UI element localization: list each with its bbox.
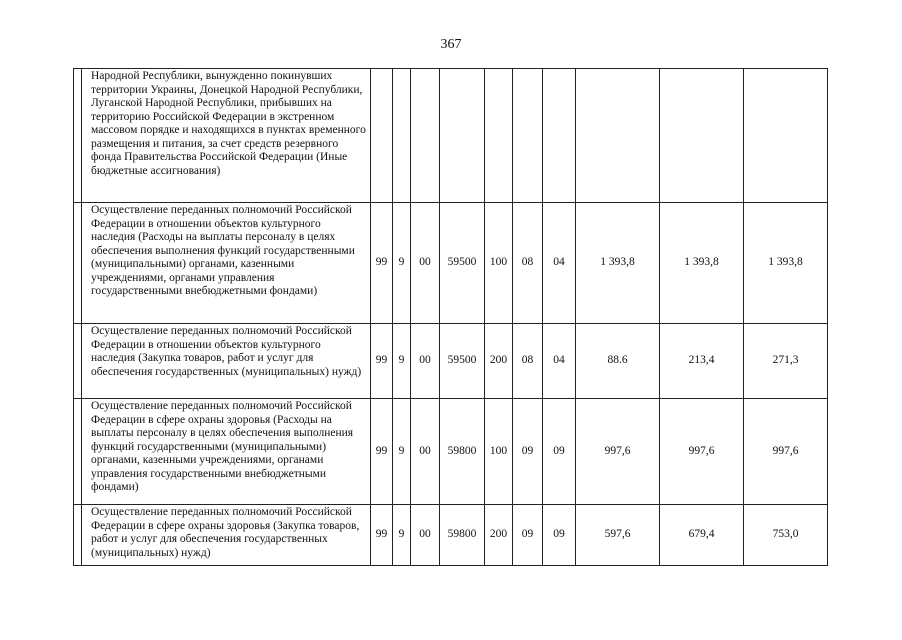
row-number-cell xyxy=(74,399,82,505)
expense-type-code xyxy=(485,69,513,203)
subprogram-code: 9 xyxy=(393,399,411,505)
expense-type-code: 200 xyxy=(485,324,513,399)
expense-name: Осуществление переданных полномочий Российской Федерации в отношении объектов культурного наследия (Закупка товаров, работ и услуг для обеспечения государственных (муниципальных) нужд) xyxy=(82,324,371,399)
amount-year-3: 753,0 xyxy=(744,505,828,566)
event-code: 00 xyxy=(411,399,440,505)
row-number-cell xyxy=(74,69,82,203)
program-code: 99 xyxy=(371,324,393,399)
direction-code: 59500 xyxy=(440,324,485,399)
section-code: 09 xyxy=(513,505,543,566)
expense-type-code: 100 xyxy=(485,203,513,324)
budget-table xyxy=(73,68,828,566)
expense-name: Народной Республики, вынужденно покинувших территории Украины, Донецкой Народной Республики, Луганской Народной Республики, прибывших на территорию Российской Федерации в экстренном массовом порядке и находящихся в пунктах временного размещения и питания, за счет средств резервного фонда Правительства Российской Федерации (Иные бюджетные ассигнования) xyxy=(82,69,371,203)
subprogram-code xyxy=(393,69,411,203)
expense-name: Осуществление переданных полномочий Российской Федерации в сфере охраны здоровья (Закупка товаров, работ и услуг для обеспечения государственных (муниципальных) нужд) xyxy=(82,505,371,566)
subprogram-code: 9 xyxy=(393,203,411,324)
amount-year-1: 997,6 xyxy=(576,399,660,505)
amount-year-1: 597,6 xyxy=(576,505,660,566)
section-code: 08 xyxy=(513,324,543,399)
event-code: 00 xyxy=(411,203,440,324)
row-number-cell xyxy=(74,324,82,399)
event-code xyxy=(411,69,440,203)
table-row xyxy=(74,69,828,203)
amount-year-2 xyxy=(660,69,744,203)
expense-name: Осуществление переданных полномочий Российской Федерации в сфере охраны здоровья (Расходы на выплаты персоналу в целях обеспечения выполнения функций государственными (муниципальными) органами, казенными учреждениями, органами управления государственными внебюджетными фондами) xyxy=(82,399,371,505)
expense-name: Осуществление переданных полномочий Российской Федерации в отношении объектов культурного наследия (Расходы на выплаты персоналу в целях обеспечения выполнения функций государственными (муниципальными) органами, казенными учреждениями, органами управления государственными внебюджетными фондами) xyxy=(82,203,371,324)
amount-year-2: 997,6 xyxy=(660,399,744,505)
program-code xyxy=(371,69,393,203)
subsection-code: 04 xyxy=(543,324,576,399)
amount-year-2: 1 393,8 xyxy=(660,203,744,324)
amount-year-3: 1 393,8 xyxy=(744,203,828,324)
row-number-cell xyxy=(74,505,82,566)
direction-code: 59800 xyxy=(440,505,485,566)
subprogram-code: 9 xyxy=(393,505,411,566)
amount-year-2: 679,4 xyxy=(660,505,744,566)
amount-year-1: 88.6 xyxy=(576,324,660,399)
subsection-code: 04 xyxy=(543,203,576,324)
program-code: 99 xyxy=(371,505,393,566)
program-code: 99 xyxy=(371,399,393,505)
direction-code: 59500 xyxy=(440,203,485,324)
page-number: 367 xyxy=(440,37,462,52)
row-number-cell xyxy=(74,203,82,324)
section-code xyxy=(513,69,543,203)
section-code: 08 xyxy=(513,203,543,324)
table-row xyxy=(74,399,828,505)
expense-type-code: 200 xyxy=(485,505,513,566)
subsection-code xyxy=(543,69,576,203)
subsection-code: 09 xyxy=(543,505,576,566)
amount-year-3: 997,6 xyxy=(744,399,828,505)
subprogram-code: 9 xyxy=(393,324,411,399)
event-code: 00 xyxy=(411,324,440,399)
event-code: 00 xyxy=(411,505,440,566)
section-code: 09 xyxy=(513,399,543,505)
subsection-code: 09 xyxy=(543,399,576,505)
direction-code: 59800 xyxy=(440,399,485,505)
amount-year-3 xyxy=(744,69,828,203)
expense-type-code: 100 xyxy=(485,399,513,505)
amount-year-2: 213,4 xyxy=(660,324,744,399)
table-row xyxy=(74,505,828,566)
table-row xyxy=(74,324,828,399)
amount-year-3: 271,3 xyxy=(744,324,828,399)
direction-code xyxy=(440,69,485,203)
amount-year-1: 1 393,8 xyxy=(576,203,660,324)
program-code: 99 xyxy=(371,203,393,324)
table-row xyxy=(74,203,828,324)
amount-year-1 xyxy=(576,69,660,203)
